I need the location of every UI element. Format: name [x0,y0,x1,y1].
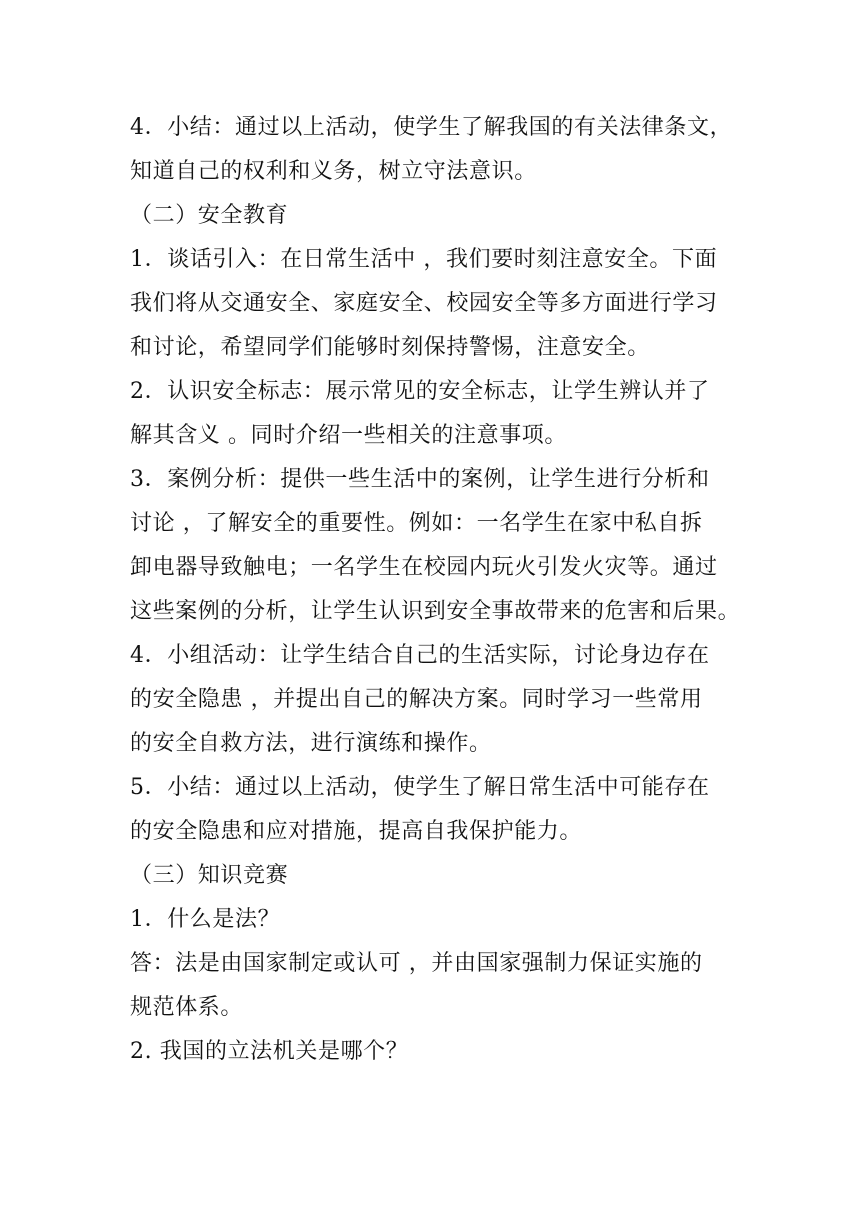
case-analysis-line-4: 这些案例的分析，让学生认识到安全事故带来的危害和后果。 [130,599,741,624]
summary-line-2: 知道自己的权利和义务，树立守法意识。 [130,159,537,184]
section-heading-safety-education: （二）安全教育 [130,203,289,228]
document-body [130,106,750,1074]
question-2: 2. 我国的立法机关是哪个？ [130,1039,409,1064]
case-analysis-line-3: 卸电器导致触电；一名学生在校园内玩火引发火灾等。通过 [130,555,718,580]
summary2-line-2: 的安全隐患和应对措施，提高自我保护能力。 [130,819,583,844]
question-1: 1．什么是法？ [130,907,281,932]
group-activity-line-1: 4．小组活动：让学生结合自己的生活实际，讨论身边存在 [130,643,710,668]
safety-signs-line-1: 2．认识安全标志：展示常见的安全标志，让学生辨认并了 [130,379,710,404]
intro-line-2: 我们将从交通安全、家庭安全、校园安全等多方面进行学习 [130,291,718,316]
safety-signs-line-2: 解其含义 。同时介绍一些相关的注意事项。 [130,423,567,448]
answer-1-line-2: 规范体系。 [130,995,244,1020]
case-analysis-line-1: 3．案例分析：提供一些生活中的案例，让学生进行分析和 [130,467,710,492]
group-activity-line-2: 的安全隐患 ，并提出自己的解决方案。同时学习一些常用 [130,687,703,712]
intro-line-3: 和讨论，希望同学们能够时刻保持警惕，注意安全。 [130,335,650,360]
summary-line-1: 4．小结：通过以上活动，使学生了解我国的有关法律条文， [130,115,733,140]
answer-1-line-1: 答：法是由国家制定或认可 ，并由国家强制力保证实施的 [130,951,703,976]
group-activity-line-3: 的安全自救方法，进行演练和操作。 [130,731,492,756]
section-heading-knowledge-contest: （三）知识竞赛 [130,863,289,888]
intro-line-1: 1．谈话引入：在日常生活中 ，我们要时刻注意安全。下面 [130,247,718,272]
summary2-line-1: 5．小结：通过以上活动，使学生了解日常生活中可能存在 [130,775,710,800]
case-analysis-line-2: 讨论 ，了解安全的重要性。例如：一名学生在家中私自拆 [130,511,703,536]
